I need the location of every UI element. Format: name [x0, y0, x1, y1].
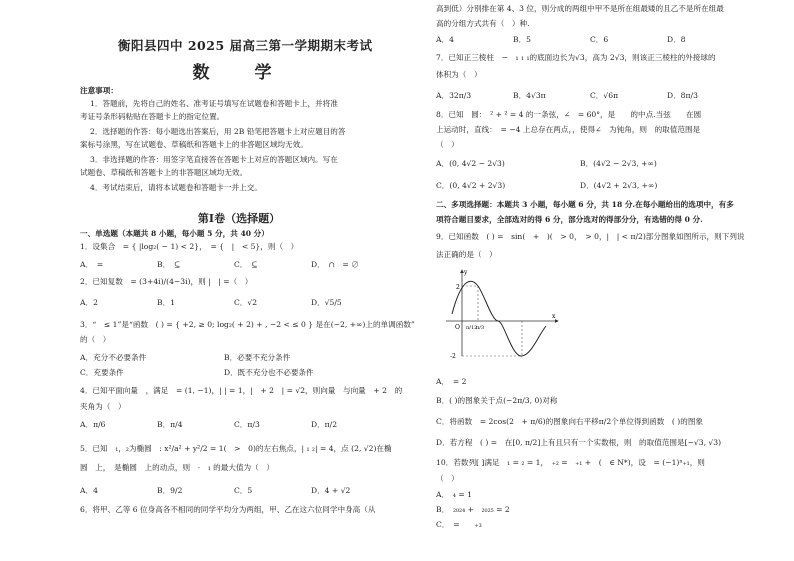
origin-label: O	[455, 324, 460, 331]
option-a: A．4	[80, 486, 98, 495]
option-c: C．√6π	[590, 91, 619, 100]
option-a: A．32π/3	[436, 91, 472, 100]
question-stem-cont: 的（ ）	[80, 335, 111, 344]
question-stem-cont: 体积为（ ）	[436, 70, 482, 79]
y-label-min: -2	[450, 353, 456, 358]
y-axis-label: y	[464, 269, 468, 276]
question-stem-cont: 高的分组方式共有（ ）种.	[436, 19, 530, 28]
option-d: D．(4√2 + 2√3, +∞)	[580, 181, 658, 190]
option-b: B． ₂₀₂₄ + ₂₀₂₅ = 2	[436, 505, 510, 514]
notice-heading: 注意事项：	[80, 86, 118, 95]
option-d: D．若方程 ( ) = 在[0, π/2]上有且只有一个实数根，则 的取值范围是[−√3, √3)	[436, 438, 722, 447]
option-c: C．√2	[234, 298, 258, 307]
option-c: C．(0, 4√2 + 2√3)	[436, 181, 506, 190]
question-stem-cont: （ ）	[436, 140, 459, 149]
option-b: B．( )的图象关于点(−2π/3, 0)对称	[436, 396, 558, 405]
option-a: A． =	[80, 260, 104, 269]
left-column	[80, 0, 415, 561]
option-a: A．充分不必要条件	[80, 353, 147, 362]
notice-line: 考证号条形码粘贴在答题卡上的指定位置。	[80, 112, 225, 121]
option-b: B．9/2	[157, 486, 183, 495]
option-b: B．必要不充分条件	[224, 353, 291, 362]
option-c: C．π/3	[234, 420, 260, 429]
notice-line: 1．答题前，先将自己的姓名、准考证号填写在试题卷和答题卡上，并将准	[90, 99, 338, 108]
part-heading: 二、多项选择题：本题共 3 小题，每小题 6 分，共 18 分.在每小题给出的选项中，有多	[436, 200, 734, 209]
option-b: B．4√3π	[513, 91, 546, 100]
option-d: D．8π/3	[667, 91, 698, 100]
exam-title: 衡阳县四中 2025 届高三第一学期期末考试	[118, 38, 373, 53]
question-stem: 2．已知复数 = (3+4i)/(4−3i)，则 | | =（ ）	[80, 277, 253, 286]
question-stem-cont: 圆 上， 是椭圆 上的动点，则 · ₁ 的最大值为（ ）	[80, 463, 274, 472]
option-b: B．1	[157, 298, 176, 307]
option-c: C．将函数 = 2cos(2 + π/6)的图象向右平移π/2个单位得到函数 ( )的图象	[436, 417, 704, 426]
option-d: D．既不充分也不必要条件	[224, 368, 314, 377]
option-a: A． = 2	[436, 377, 467, 386]
option-b: B．(4√2 − 2√3, +∞)	[580, 159, 657, 168]
notice-line: 案标号涂黑，写在试题卷、草稿纸和答题卡上的非答题区域均无效。	[80, 140, 308, 149]
question-stem: 5．已知 ₁，₂为椭圆 : x²/a² + y²/2 = 1( > 0)的左右焦点，| ₁ ₂| = 4，点 (2, √2)在椭	[80, 444, 392, 453]
option-c: C．充要条件	[80, 368, 124, 377]
option-b: B．π/4	[157, 420, 183, 429]
option-d: D．4 + √2	[311, 486, 351, 495]
option-a: A．π/6	[80, 420, 106, 429]
option-a: A． ₄ = 1	[436, 490, 472, 499]
part-heading: 项符合题目要求，全部选对的得 6 分，部分选对的得部分分，有选错的得 0 分.	[436, 215, 703, 224]
question-stem-cont: 高到低）分别排在第 4、3 位，则分成的两组中甲不是所在组最矮的且乙不是所在组最	[436, 4, 724, 13]
y-label-max: 2	[456, 284, 460, 291]
x-axis-label: x	[552, 313, 556, 320]
section-title: 第Ⅰ卷（选择题）	[197, 212, 281, 225]
question-stem: 4．已知平面向量 ，满足 = (1, −1)，| | = 1，| + 2 | = √2，则向量 与向量 + 2 的	[80, 386, 403, 395]
question-stem-cont: 法正确的是（ ）	[436, 250, 497, 259]
subject-title: 数 学	[192, 63, 286, 83]
notice-line: 试题卷、草稿纸和答题卡上的非答题区域均无效。	[80, 168, 248, 177]
question-stem: 6．将甲、乙等 6 位身高各不相同的同学平均分为两组，甲、乙在这六位同学中身高（从	[80, 505, 376, 514]
right-column	[436, 0, 776, 561]
x-tick-label: π/3	[476, 325, 485, 331]
option-b: B． ⊆	[157, 260, 181, 269]
option-b: B．5	[513, 35, 532, 44]
option-d: D． ∩ = ∅	[311, 260, 359, 269]
option-c: C．6	[590, 35, 609, 44]
option-c: C． ⊆	[234, 260, 258, 269]
question-stem: 9．已知函数 ( ) = sin( + )( > 0， > 0，| | < π/2)部分图象如图所示，则下列说	[436, 232, 745, 241]
question-stem: 3．“ ≤ 1”是“函数 ( ) = { +2, ≥ 0; log₂( + 2) + , −2 < ≤ 0 } 是在(−2, +∞)上的单调函数”	[80, 320, 415, 329]
question-stem-cont: 夹角为（ ）	[80, 402, 126, 411]
option-d: D．8	[667, 35, 686, 44]
option-d: D．π/2	[311, 420, 338, 429]
x-tick-label: π/12	[466, 325, 478, 331]
notice-line: 2．选择题的作答：每小题选出答案后，用 2B 铅笔把答题卡上对应题目的答	[90, 127, 346, 136]
option-c: C． = ₊₃	[436, 520, 482, 529]
notice-line: 4．考试结束后，请将本试题卷和答题卡一并上交。	[90, 183, 262, 192]
question-stem: 8．已知 圆： ² + ² = 4 的一条弦，∠ = 60°，是 的中点.当弦 在圆	[436, 110, 702, 119]
question-stem: 1．设集合 = { |log₂( − 1) < 2}， = { | < 5}，则（ ）	[80, 242, 299, 251]
question-stem-cont: 上运动时，直线： = −4 上总存在两点，，使得∠ 为钝角，则 的取值范围是	[436, 125, 701, 134]
part-heading: 一、单选题（本题共 8 小题，每小题 5 分，共 40 分）	[80, 229, 269, 238]
question-stem-cont: （ ）	[436, 474, 459, 483]
option-c: C．5	[234, 486, 253, 495]
option-a: A．4	[436, 35, 454, 44]
question-stem: 10．若数列[ ]满足 ₁ = ₂ = 1， ₊₂ = ₊₁ + ( ∈ N*)，设 = (−1)ⁿ₊₁，则	[436, 458, 705, 467]
notice-line: 3．非选择题的作答：用签字笔直接答在答题卡上对应的答题区域内。写在	[90, 155, 338, 164]
option-a: A．(0, 4√2 − 2√3)	[436, 159, 505, 168]
sine-curve	[452, 281, 546, 356]
sine-graph	[442, 266, 562, 358]
question-stem: 7．已知正三棱柱 − ₁ ₁ ₁的底面边长为√3，高为 2√3，则该正三棱柱的外接球的	[436, 53, 716, 62]
option-d: D．√5/5	[311, 298, 342, 307]
option-a: A．2	[80, 298, 98, 307]
